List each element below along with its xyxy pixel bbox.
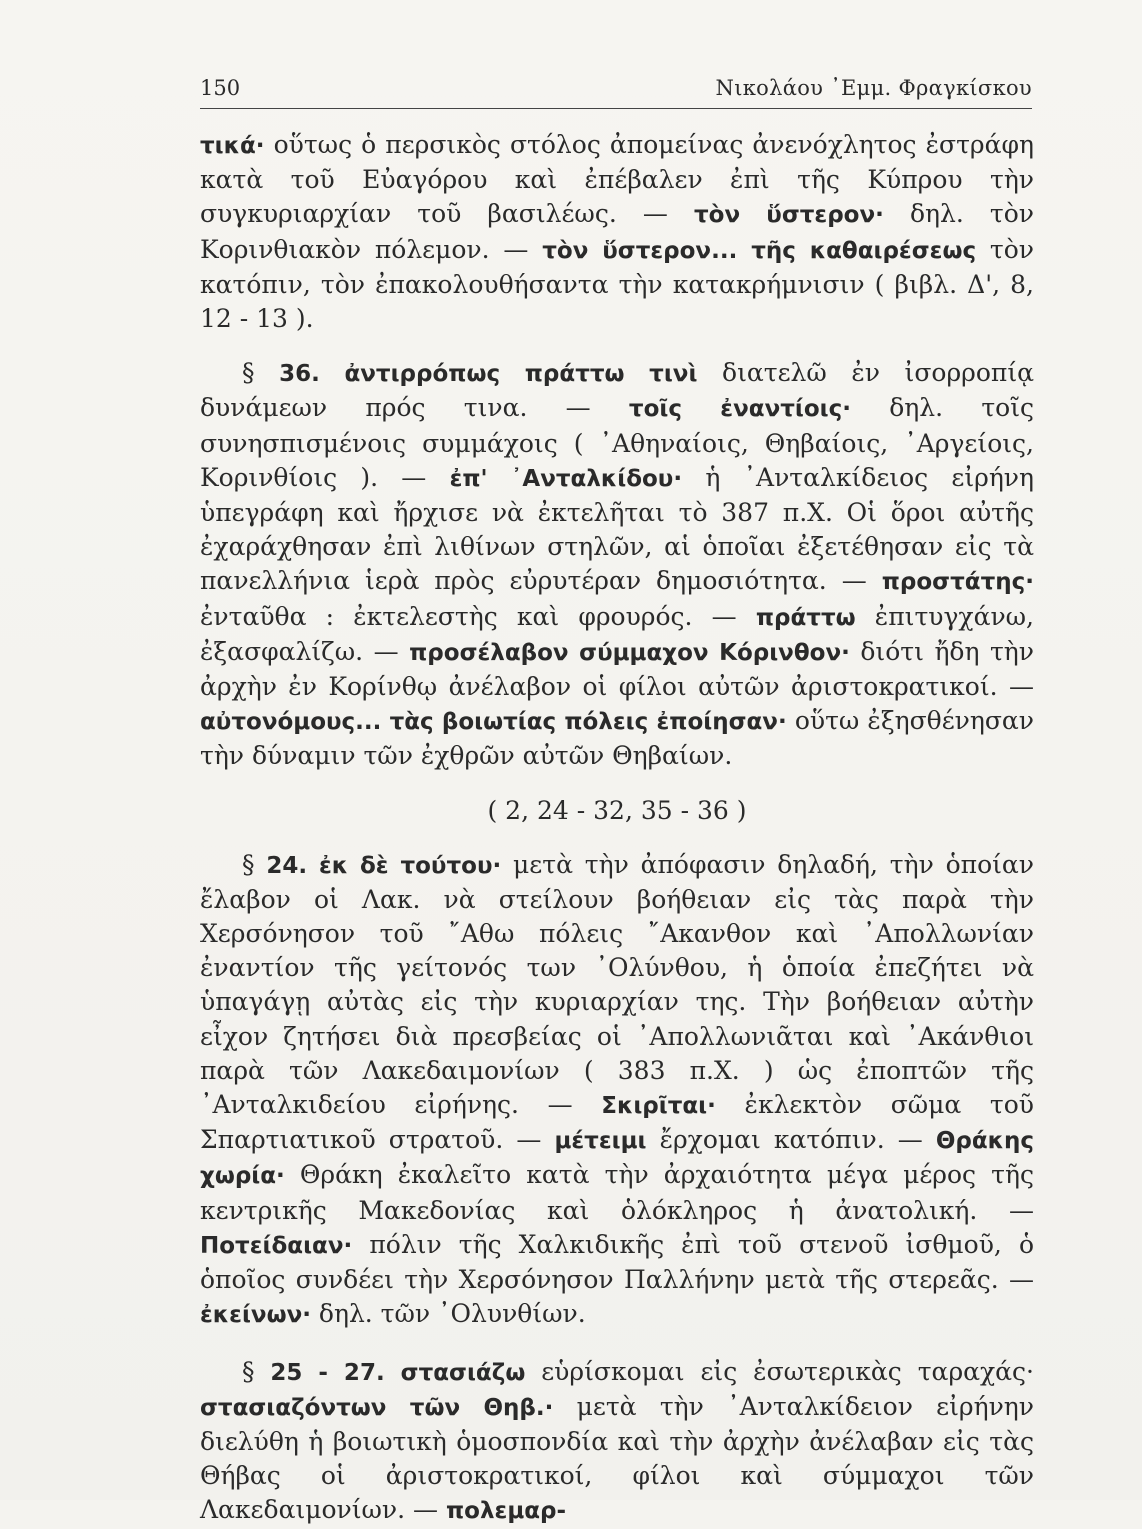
lemma: προστάτης· [881, 569, 1034, 596]
running-head-author: Νικολάου ᾽Εμμ. Φραγκίσκου [715, 76, 1032, 100]
lemma: ἐκείνων· [200, 1302, 311, 1329]
paragraph-1: τικά· οὕτως ὁ περσικὸς στόλος ἀπομείνας ἀνενόχλητος ἐστράφη κατὰ τοῦ Εὐαγόρου καὶ ἐπέβαλεν ἐπὶ τῆς Κύπρου τὴν συγκυριαρχίαν τοῦ βασιλέως. — τὸν ὕστερον· δηλ. τὸν Κορινθιακὸν πόλεμον. — τὸν ὕστερον... τῆς καθαιρέσεως τὸν κατόπιν, τὸν ἐπακολουθήσαντα τὴν κατακρήμνισιν ( βιβλ. Δ', 8, 12 - 13 ). [200, 130, 1035, 334]
lemma: τοῖς ἐναντίοις· [628, 396, 852, 423]
lemma: αὐτονόμους... τὰς βοιωτίας πόλεις ἐποίησαν· [200, 709, 787, 736]
lemma: τὸν ὕστερον· [693, 202, 884, 229]
lemma: Θράκης χωρία· [200, 1128, 1034, 1190]
lemma: 24. ἐκ δὲ τούτου· [266, 852, 502, 879]
lemma: Σκιρῖται· [601, 1093, 716, 1120]
lemma: ἐπ' ᾽Ανταλκίδου· [449, 465, 683, 492]
lemma: 25 - 27. στασιάζω [270, 1359, 526, 1386]
lemma: πολεμαρ- [445, 1498, 567, 1525]
page-number: 150 [200, 76, 241, 100]
lemma: στασιαζόντων τῶν Θηβ.· [200, 1394, 554, 1421]
page-body [200, 128, 1034, 1529]
paragraph-25-27: § 25 - 27. στασιάζω εὑρίσκομαι εἰς ἐσωτερικὰς ταραχάς· στασιαζόντων τῶν Θηβ.· μετὰ τὴν ᾽Ανταλκίδειον εἰρήνην διελύθη ἡ βοιωτικὴ ὁμοσπονδία καὶ τὴν ἀρχὴν ἀνέλαβαν εἰς τὰς Θήβας οἱ ἀριστοκρατικοί, φίλοι καὶ σύμμαχοι τῶν Λακεδαιμονίων. — πολεμαρ- [200, 1356, 1034, 1525]
paragraph-24: § 24. ἐκ δὲ τούτου· μετὰ τὴν ἀπόφασιν δηλαδή, τὴν ὁποίαν ἔλαβον οἱ Λακ. νὰ στείλουν βοήθειαν εἰς τὰς παρὰ τὴν Χερσόνησον τοῦ ῎Αθω πόλεις ῎Ακανθον καὶ ᾽Απολλωνίαν ἐναντίον τῆς γείτονός των ᾽Ολύνθου, ἡ ὁποία ἐπεζήτει νὰ ὑπαγάγῃ αὐτὰς εἰς τὴν κυριαρχίαν της. Τὴν βοήθειαν αὐτὴν εἶχον ζητήσει διὰ πρεσβείας οἱ ᾽Απολλωνιᾶται καὶ ᾽Ακάνθιοι παρὰ τῶν Λακεδαιμονίων ( 383 π.Χ. ) ὡς ἐποπτῶν τῆς ᾽Ανταλκιδείου εἰρήνης. — Σκιρῖται· ἐκλεκτὸν σῶμα τοῦ Σπαρτιατικοῦ στρατοῦ. — μέτειμι ἔρχομαι κατόπιν. — Θράκης χωρία· Θράκη ἐκαλεῖτο κατὰ τὴν ἀρχαιότητα μέγα μέρος τῆς κεντρικῆς Μακεδονίας καὶ ὁλόκληρος ἡ ἀνατολική. — Ποτείδαιαν· πόλιν τῆς Χαλκιδικῆς ἐπὶ τοῦ στενοῦ ἰσθμοῦ, ὁ ὁποῖος συνδέει τὴν Χερσόνησον Παλλήνην μετὰ τῆς στερεᾶς. — ἐκείνων· δηλ. τῶν ᾽Ολυνθίων. [200, 849, 1035, 1329]
lemma: τικά· [200, 133, 265, 159]
lemma: 36. ἀντιρρόπως πράττω τινὶ [279, 361, 698, 388]
running-header [200, 72, 1032, 109]
lemma: Ποτείδαιαν· [200, 1232, 353, 1259]
lemma: τὸν ὕστερον... τῆς καθαιρέσεως [542, 237, 977, 264]
lemma: προσέλαβον σύμμαχον Κόρινθον· [409, 639, 850, 666]
paragraph-36: § 36. ἀντιρρόπως πράττω τινὶ διατελῶ ἐν ἰσορροπίᾳ δυνάμεων πρός τινα. — τοῖς ἐναντίοις· δηλ. τοῖς συνησπισμένοις συμμάχοις ( ᾽Αθηναίοις, Θηβαίοις, ᾽Αργείοις, Κορινθίοις ). — ἐπ' ᾽Ανταλκίδου· ἡ ᾽Ανταλκίδειος εἰρήνη ὑπεγράφη καὶ ἤρχισε νὰ ἐκτελῆται τὸ 387 π.Χ. Οἱ ὅροι αὐτῆς ἐχαράχθησαν ἐπὶ λιθίνων στηλῶν, αἱ ὁποῖαι ἐξετέθησαν εἰς τὰ πανελλήνια ἱερὰ πρὸς εὐρυτέραν δημοσιότητα. — προστάτης· ἐνταῦθα : ἐκτελεστὴς καὶ φρουρός. — πράττω ἐπιτυγχάνω, ἐξασφαλίζω. — προσέλαβον σύμμαχον Κόρινθον· διότι ἤδη τὴν ἀρχὴν ἐν Κορίνθῳ ἀνέλαβον οἱ φίλοι αὐτῶν ἀριστοκρατικοί. — αὐτονόμους... τὰς βοιωτίας πόλεις ἐποίησαν· οὕτω ἐξησθένησαν τὴν δύναμιν τῶν ἐχθρῶν αὐτῶν Θηβαίων. [200, 358, 1035, 771]
section-citation: ( 2, 24 - 32, 35 - 36 ) [487, 795, 747, 825]
lemma: μέτειμι [554, 1128, 647, 1155]
lemma: πράττω [755, 604, 856, 631]
